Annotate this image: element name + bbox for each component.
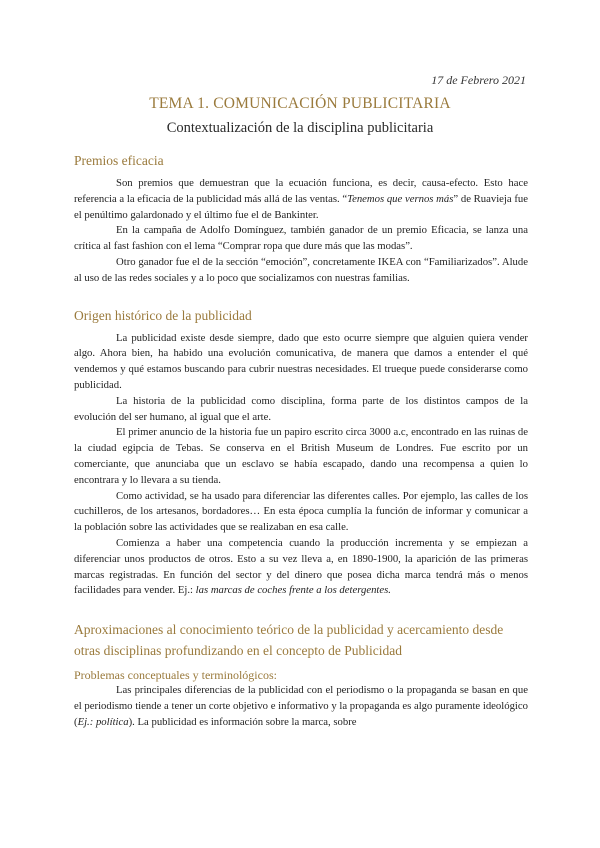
text-run: Son premios que demuestran que la ecuación funciona, es decir, causa-efecto. Esto hace referencia a la eficacia de la publicidad más allá de las ventas. “ bbox=[74, 177, 528, 205]
subsection-heading: Problemas conceptuales y terminológicos: bbox=[74, 668, 277, 683]
paragraph: Otro ganador fue el de la sección “emoción”, concretamente IKEA con “Familiarizados”. Alude al uso de las redes sociales y a lo poco que socializamos con nuestras familias. bbox=[74, 255, 528, 284]
paragraph bbox=[74, 536, 528, 599]
paragraph: La historia de la publicidad como disciplina, forma parte de los distintos campos de la evolución del ser humano, al igual que el arte. bbox=[74, 394, 528, 423]
paragraph bbox=[74, 683, 528, 730]
example-text: las marcas de coches frente a los detergentes. bbox=[195, 584, 391, 597]
section-heading-premios: Premios eficacia bbox=[74, 153, 164, 168]
quote-text: Tenemos que vernos más bbox=[347, 192, 454, 205]
text-run: ” de Ruavieja fue el penúltimo galardonado y el último fue el de Bankinter. bbox=[74, 192, 528, 221]
text-run: ). La publicidad es información sobre la marca, sobre bbox=[128, 715, 357, 728]
paragraph: El primer anuncio de la historia fue un papiro escrito circa 3000 a.c, encontrado en las ruinas de la ciudad egipcia de Tebas. Se conserva en el British Museum de Londres. Fue escrito por un comerciante, que anunciaba que un esclavo se había escapado, dando una recompensa a quien lo encontrara y lo llevara a su tienda. bbox=[74, 426, 528, 486]
section-heading-origen: Origen histórico de la publicidad bbox=[74, 307, 252, 323]
example-text: Ej.: política bbox=[77, 715, 129, 728]
text-run: Comienza a haber una competencia cuando la producción incrementa y se empiezan a diferenciar unos productos de otros. Esto a su vez lleva a, en 1890-1900, la aparición de las primeras marcas registradas. En función del sector y del dinero que posea dicha marca tendrá más o menos facilidades para vender. Ej.: bbox=[74, 536, 528, 597]
paragraph: En la campaña de Adolfo Domínguez, también ganador de un premio Eficacia, se lanza una crítica al fast fashion con el lema “Comprar ropa que dure más que las modas”. bbox=[74, 224, 528, 253]
paragraph bbox=[74, 176, 528, 223]
paragraph: La publicidad existe desde siempre, dado que esto ocurre siempre que alguien quiera vender algo. Ahora bien, ha habido una evolución comunicativa, de manera que damos a entender el qué vendemos y qué estamos buscando para cubrir nuestras necesidades. El trueque puede considerarse como publicidad. bbox=[74, 331, 528, 391]
page-subtitle: Contextualización de la disciplina publicitaria bbox=[166, 120, 434, 136]
section-heading-aproximaciones: Aproximaciones al conocimiento teórico de la publicidad y acercamiento desde otras disciplinas profundizando en el concepto de Publicidad bbox=[74, 622, 504, 659]
document-body bbox=[74, 152, 528, 731]
document-date: 17 de Febrero 2021 bbox=[431, 73, 526, 87]
page-title: TEMA 1. COMUNICACIÓN PUBLICITARIA bbox=[149, 95, 451, 112]
text-run: Las principales diferencias de la publicidad con el periodismo o la propaganda se basan en que el periodismo tiende a tener un corte objetivo e informativo y la propaganda es algo puramente ideológico ( bbox=[74, 684, 528, 728]
paragraph: Como actividad, se ha usado para diferenciar las diferentes calles. Por ejemplo, las calles de los cuchilleros, de los artesanos, bordadores… En esta época cumplía la función de informar y comunicar a la población sobre las actividades que se realizaban en esa calle. bbox=[74, 489, 528, 534]
